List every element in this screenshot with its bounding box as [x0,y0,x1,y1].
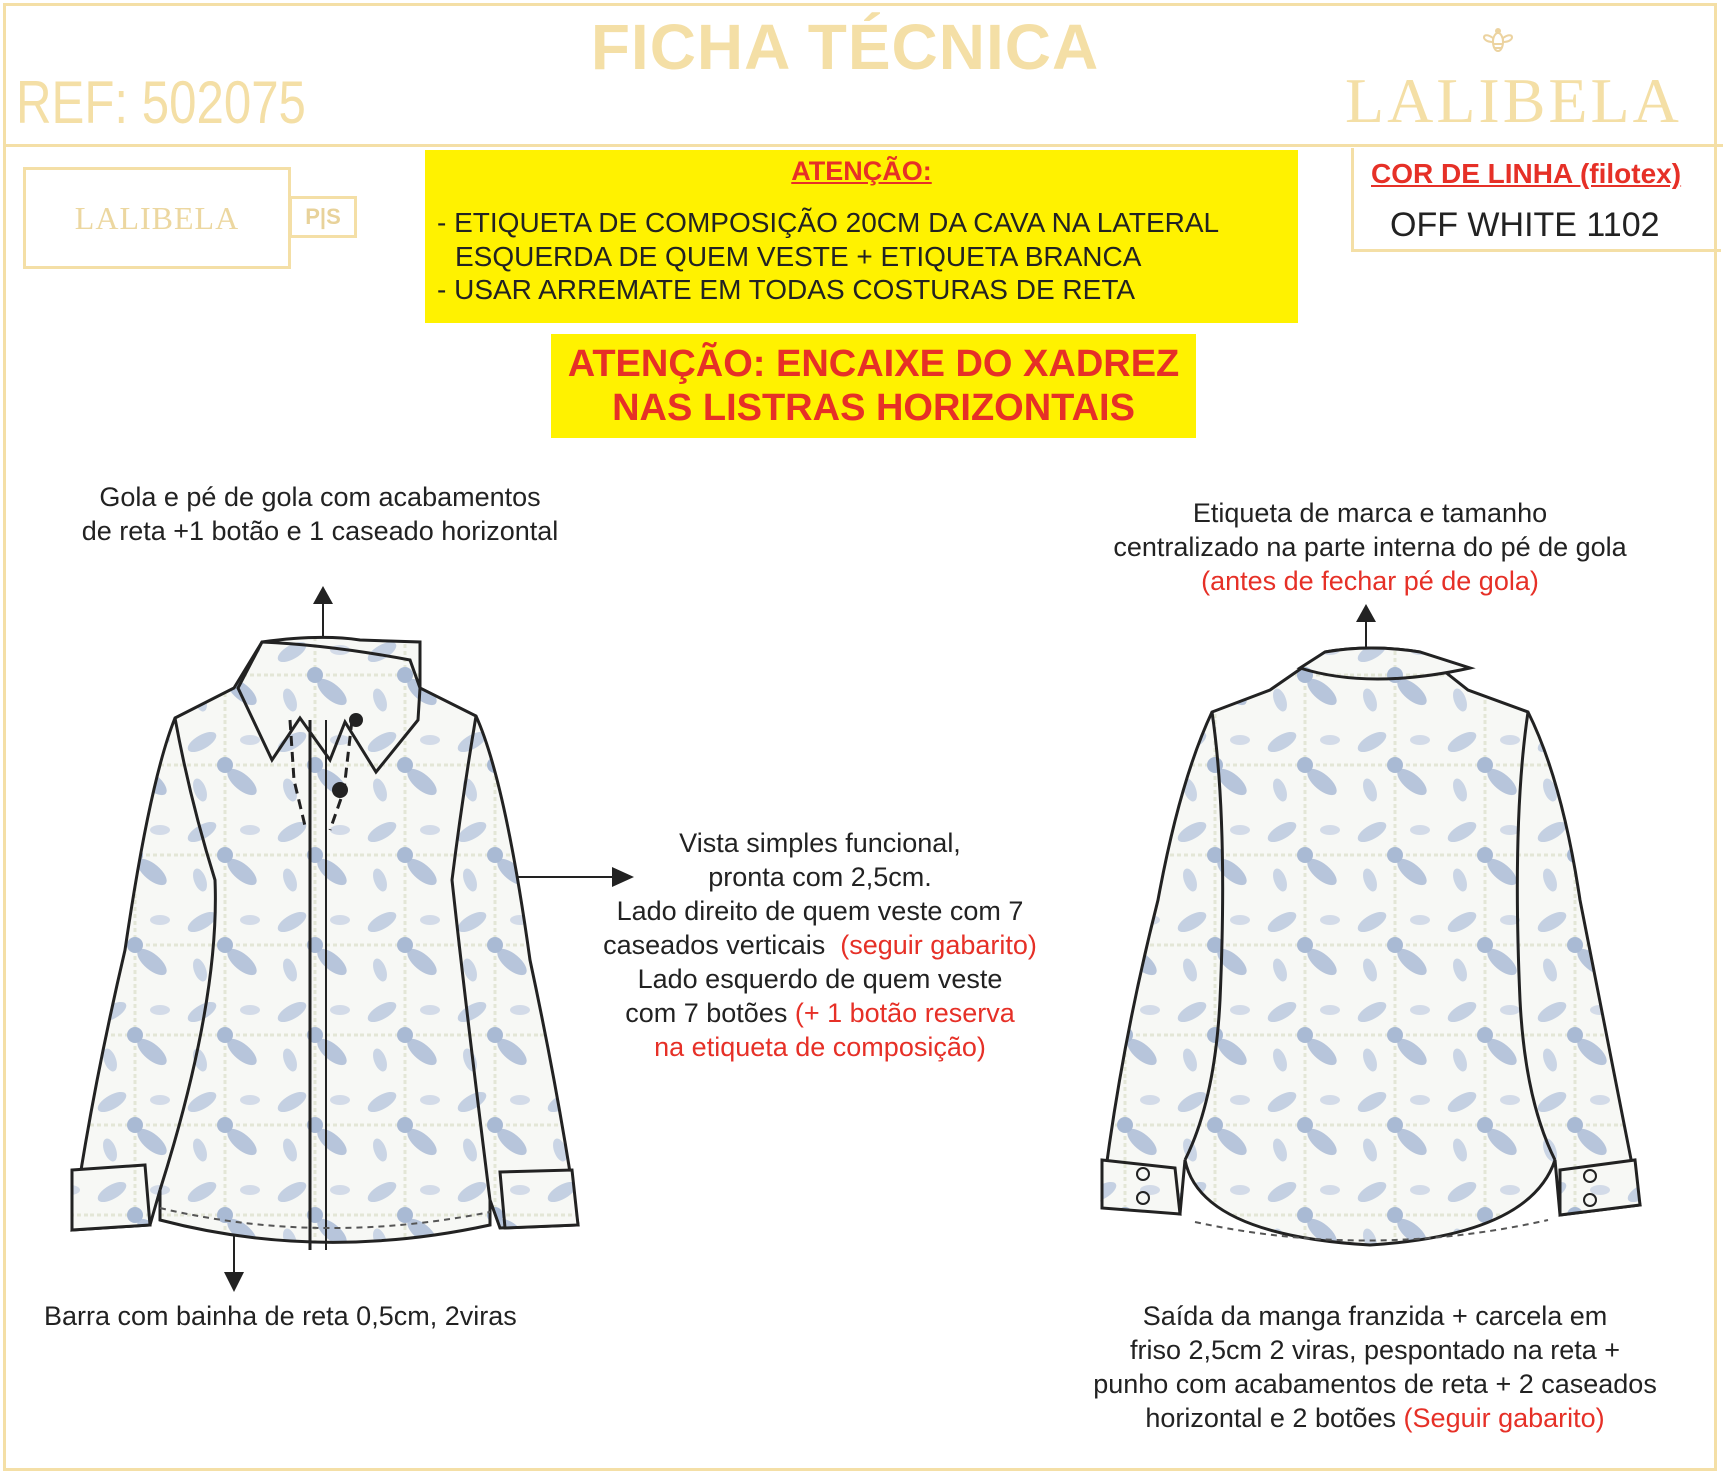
attention-title: ATENÇÃO: [791,156,932,186]
placket-note-red: (seguir gabarito) [840,930,1037,960]
attention-line: ESQUERDA DE QUEM VESTE + ETIQUETA BRANCA [455,241,1142,272]
size-label: P|S [289,196,357,238]
placket-note-line: com 7 botões [625,998,788,1028]
label-arrow [1356,604,1376,652]
back-shirt-illustration [1102,648,1640,1245]
label-position-line: Etiqueta de marca e tamanho [1192,498,1548,528]
placket-note-line: caseados verticais [603,930,826,960]
front-shirt-illustration [72,637,578,1250]
brand-logo: LALIBELA [1345,65,1682,136]
placket-note-red: (+ 1 botão reserva [794,998,1015,1028]
reference-code: REF: 502075 [16,69,306,136]
sleeve-note-red: (Seguir gabarito) [1403,1403,1605,1433]
sleeve-note-line: Saída da manga franzida + carcela em [1142,1301,1608,1331]
placket-note-line: Lado direito de quem veste com 7 [616,896,1024,926]
label-position-red-note: (antes de fechar pé de gola) [1201,566,1539,596]
placket-note-red: na etiqueta de composição) [654,1032,986,1062]
page-title: FICHA TÉCNICA [590,11,1100,83]
placket-note-line: Vista simples funcional, [679,828,961,858]
front-button-icon [332,782,348,798]
thread-color-title: COR DE LINHA (filotex) [1371,158,1682,189]
sleeve-note-line: horizontal e 2 botões [1145,1403,1397,1433]
hem-arrow [224,1232,244,1292]
collar-note-line: Gola e pé de gola com acabamentos [99,482,541,512]
attention-line: - USAR ARREMATE EM TODAS COSTURAS DE RETA [437,274,1136,305]
collar-note-line: de reta +1 botão e 1 caseado horizontal [81,516,559,546]
hem-note: Barra com bainha de reta 0,5cm, 2viras [44,1301,517,1331]
thread-color-value: OFF WHITE 1102 [1390,206,1660,244]
collar-arrow [313,586,333,642]
brand-label-text: LALIBELA [74,200,240,236]
placket-note-line: Lado esquerdo de quem veste [637,964,1003,994]
attention-banner-line2: NAS LISTRAS HORIZONTAIS [612,387,1135,429]
sleeve-note-line: friso 2,5cm 2 viras, pespontado na reta + [1129,1335,1621,1365]
attention-line: - ETIQUETA DE COMPOSIÇÃO 20CM DA CAVA NA LATERAL [437,207,1220,238]
sleeve-note-line: punho com acabamentos de reta + 2 caseados [1093,1369,1657,1399]
collar-button-icon [349,713,363,727]
attention-banner-line1: ATENÇÃO: ENCAIXE DO XADREZ [567,343,1180,385]
placket-note-line: pronta com 2,5cm. [708,862,932,892]
label-position-line: centralizado na parte interna do pé de gola [1113,532,1627,562]
